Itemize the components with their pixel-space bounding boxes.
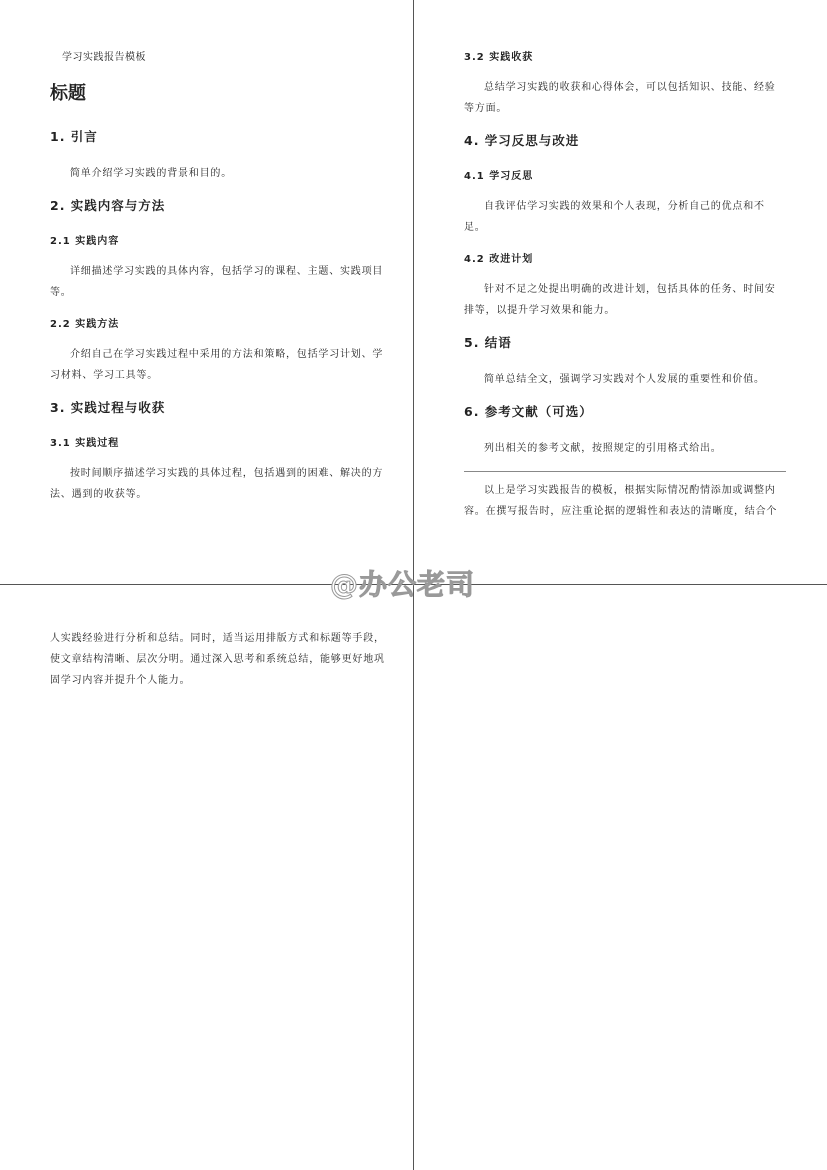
section-4-1-heading: 4.1 学习反思 — [464, 171, 534, 182]
section-4-heading: 4. 学习反思与改进 — [464, 133, 580, 148]
section-2-1-text: 详细描述学习实践的具体内容，包括学习的课程、主题、实践项目等。 — [50, 266, 384, 298]
section-1-heading: 1. 引言 — [50, 129, 98, 144]
section-2-heading: 2. 实践内容与方法 — [50, 198, 166, 213]
section-1-text: 简单介绍学习实践的背景和目的。 — [70, 168, 232, 179]
page-top-right — [464, 48, 786, 534]
section-4-2-text: 针对不足之处提出明确的改进计划，包括具体的任务、时间安排等，以提升学习效果和能力。 — [464, 284, 776, 316]
closing-divider — [464, 471, 786, 472]
section-5-text: 简单总结全文，强调学习实践对个人发展的重要性和价值。 — [484, 374, 765, 385]
page-bottom-left — [50, 628, 385, 703]
page-header: 学习实践报告模板 — [62, 52, 146, 63]
section-3-heading: 3. 实践过程与收获 — [50, 400, 166, 415]
section-5-heading: 5. 结语 — [464, 335, 512, 350]
section-2-2-text: 介绍自己在学习实践过程中采用的方法和策略，包括学习计划、学习材料、学习工具等。 — [50, 349, 384, 381]
section-6-text: 列出相关的参考文献，按照规定的引用格式给出。 — [484, 443, 722, 454]
closing-text-part2: 人实践经验进行分析和总结。同时，适当运用排版方式和标题等手段，使文章结构清晰、层次分明。通过深入思考和系统总结，能够更好地巩固学习内容并提升个人能力。 — [50, 633, 385, 686]
section-4-2-heading: 4.2 改进计划 — [464, 254, 534, 265]
section-2-1-heading: 2.1 实践内容 — [50, 236, 120, 247]
section-4-1-text: 自我评估学习实践的效果和个人表现，分析自己的优点和不足。 — [464, 201, 765, 233]
document-title: 标题 — [50, 83, 86, 104]
section-3-2-text: 总结学习实践的收获和心得体会，可以包括知识、技能、经验等方面。 — [464, 82, 776, 114]
section-3-1-heading: 3.1 实践过程 — [50, 438, 120, 449]
section-2-2-heading: 2.2 实践方法 — [50, 319, 120, 330]
section-3-1-text: 按时间顺序描述学习实践的具体过程，包括遇到的困难、解决的方法、遇到的收获等。 — [50, 468, 384, 500]
page-top-left — [50, 48, 385, 517]
section-3-2-heading: 3.2 实践收获 — [464, 52, 534, 63]
watermark: @办公老司 — [330, 568, 476, 601]
closing-text-part1: 以上是学习实践报告的模板，根据实际情况酌情添加或调整内容。在撰写报告时，应注重论据的逻辑性和表达的清晰度，结合个 — [464, 485, 778, 517]
section-6-heading: 6. 参考文献（可选） — [464, 404, 593, 419]
